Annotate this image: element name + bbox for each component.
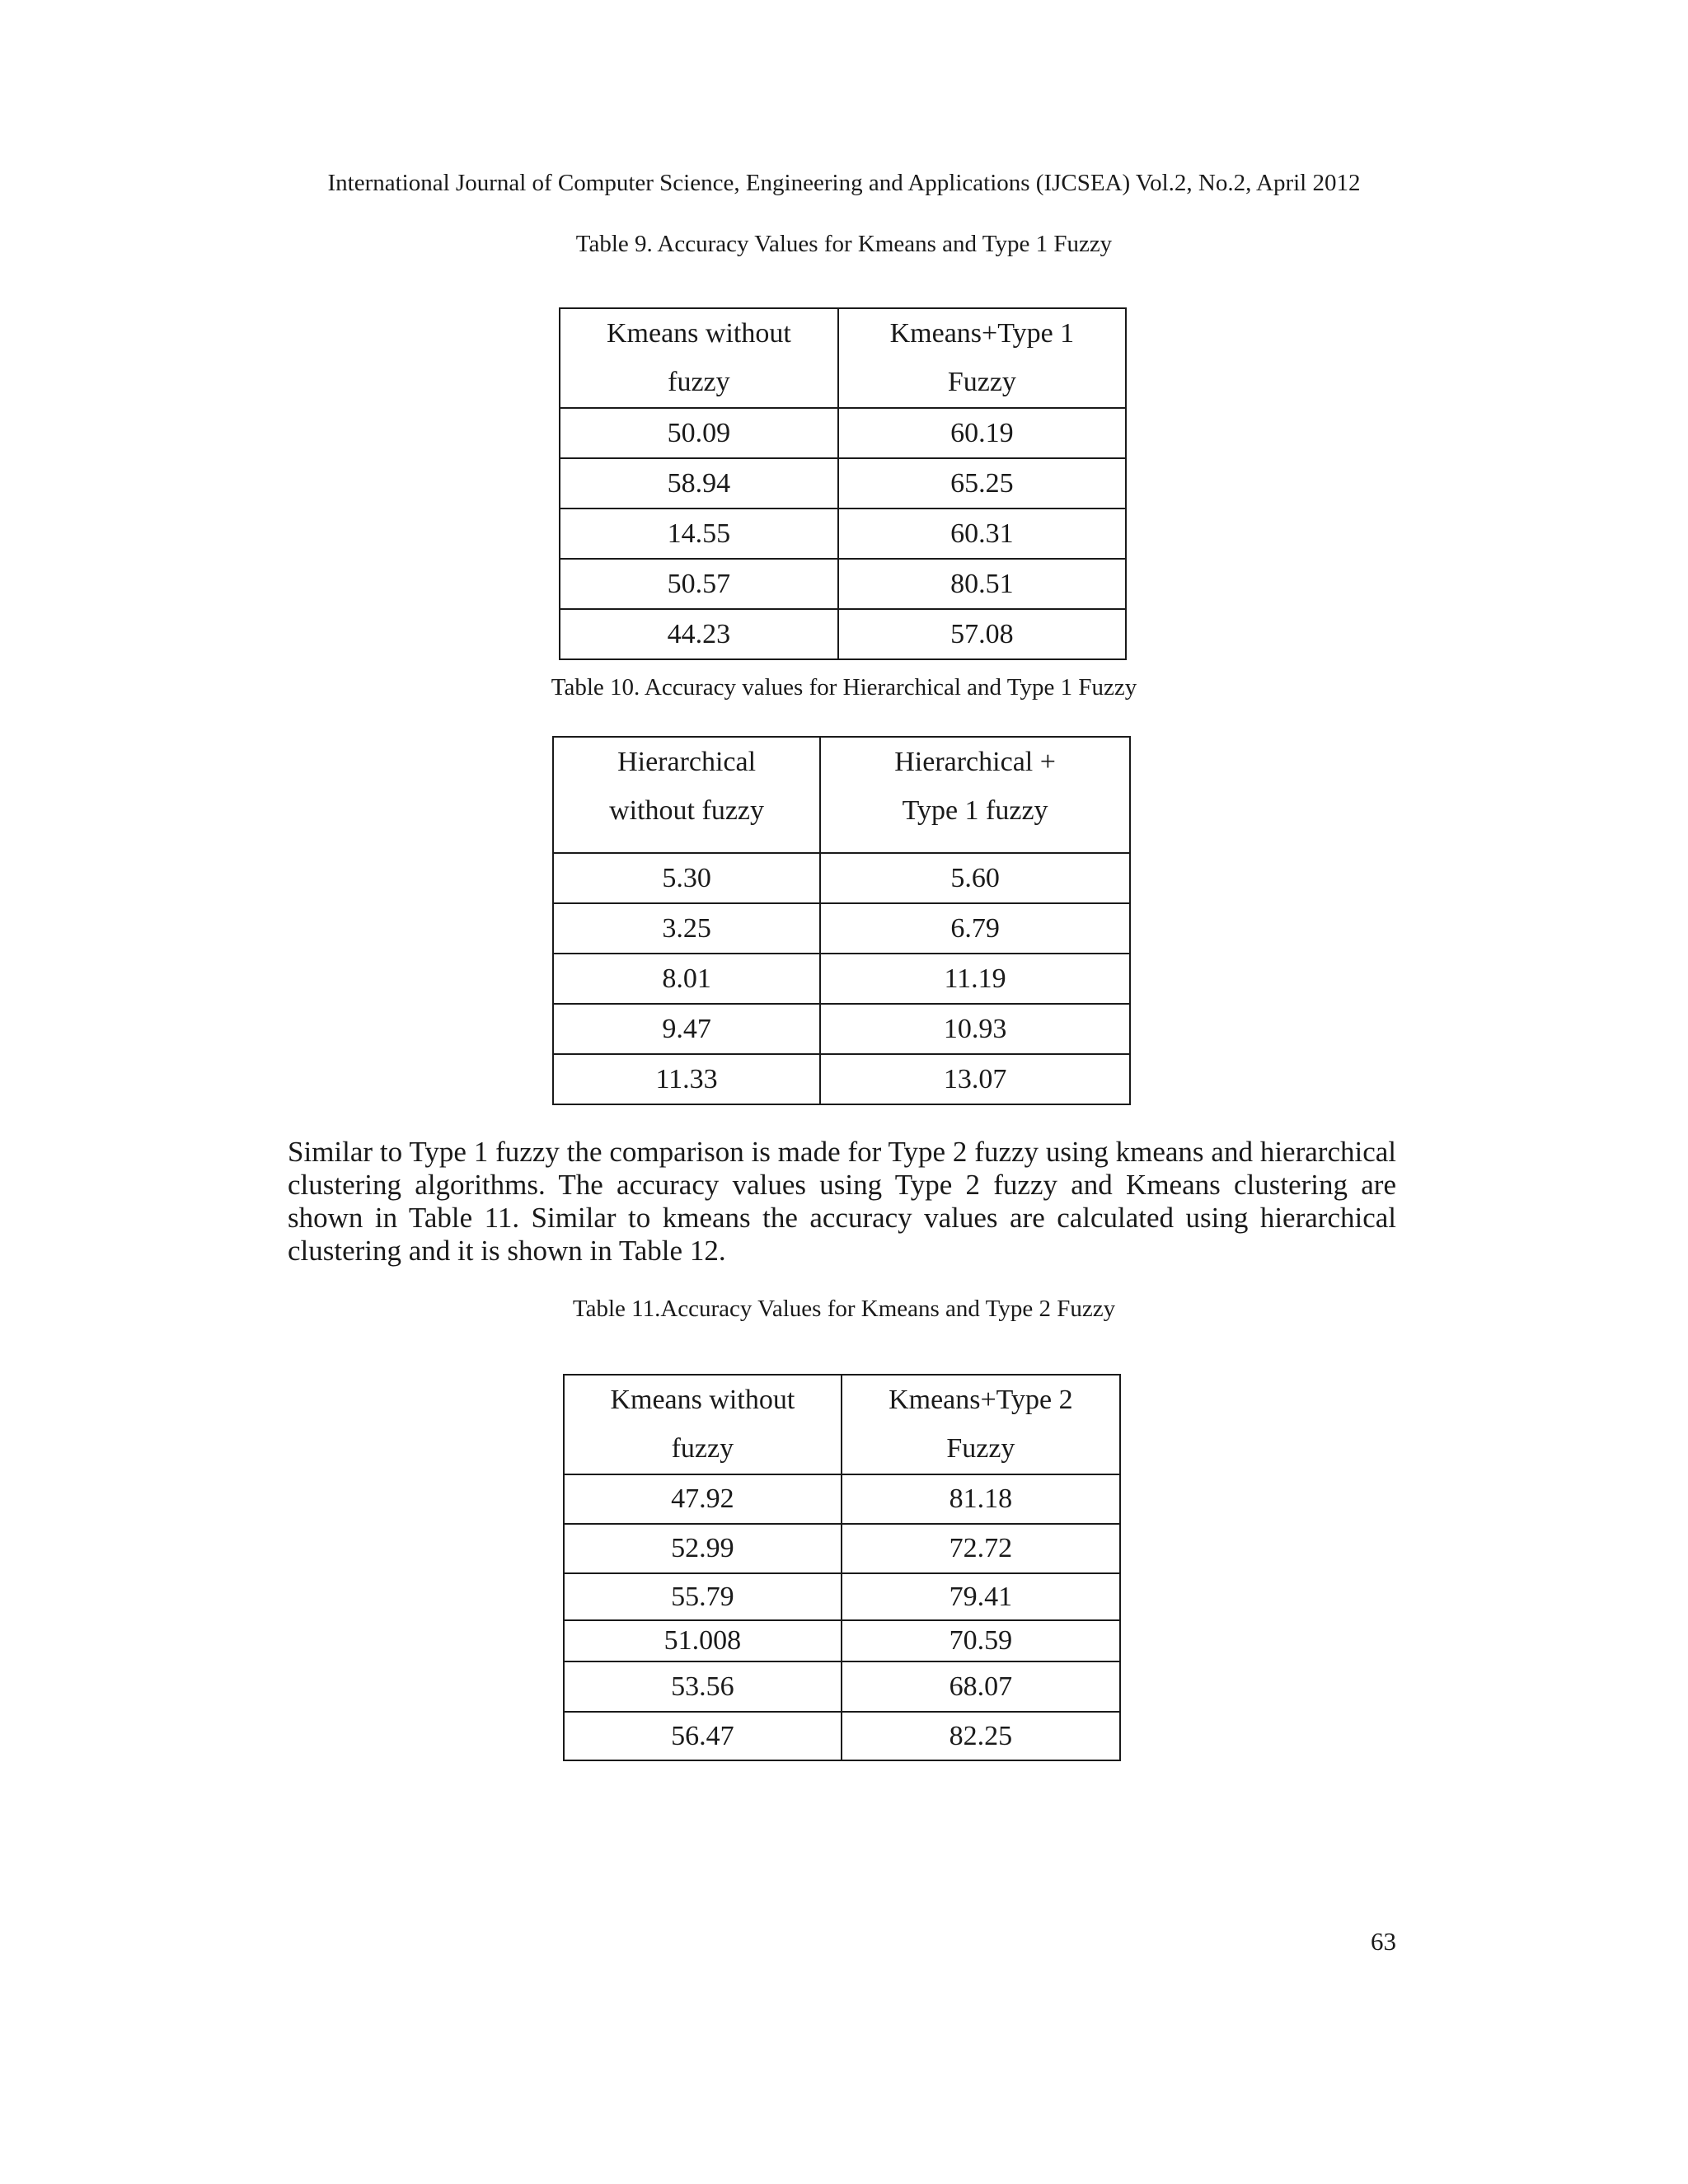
table-row [560,609,1126,659]
table10-header-cell [820,737,1130,853]
table9-header-line: Kmeans+Type 1 [889,318,1075,349]
table9-caption: Table 9. Accuracy Values for Kmeans and Type 1 Fuzzy [575,231,1113,257]
table11-header-line: Kmeans without [610,1385,795,1415]
table-row [560,408,1126,458]
table-row [553,853,1130,903]
table-row [564,1474,1120,1524]
table11-header-line: Fuzzy [946,1433,1015,1464]
table11-header-row [564,1375,1120,1474]
table-cell: 10.93 [820,1004,1130,1054]
table-cell: 60.19 [838,408,1126,458]
table-cell: 52.99 [564,1524,842,1573]
table9-header-line: fuzzy [668,367,730,397]
table10-header-line: Hierarchical [617,747,757,777]
table10 [552,736,1131,1105]
table-cell: 60.31 [838,509,1126,559]
table-cell: 72.72 [842,1524,1120,1573]
table11-header-cell [564,1375,842,1474]
table9-header-cell [838,308,1126,408]
table9 [559,307,1127,660]
table-cell: 68.07 [842,1661,1120,1712]
table-cell: 50.57 [560,559,838,609]
table-cell: 80.51 [838,559,1126,609]
table11-header-line: Kmeans+Type 2 [889,1385,1073,1415]
table-row [564,1661,1120,1712]
table9-header-line: Kmeans without [606,318,791,349]
table-cell: 51.008 [564,1620,842,1661]
table-cell: 3.25 [553,903,820,954]
table11 [563,1374,1121,1761]
table-cell: 58.94 [560,458,838,509]
table10-header-row [553,737,1130,853]
table10-caption: Table 10. Accuracy values for Hierarchical and Type 1 Fuzzy [551,674,1137,701]
table-cell: 44.23 [560,609,838,659]
table11-header-cell [842,1375,1120,1474]
table-row [553,1054,1130,1104]
table9-header-line: Fuzzy [947,367,1016,397]
body-paragraph: Similar to Type 1 fuzzy the comparison is made for Type 2 fuzzy using kmeans and hierarchical clustering algorithms. The accuracy values using Type 2 fuzzy and Kmeans clustering are shown in Table 11. Similar to kmeans the accuracy values are calculated using hierarchical clustering and it is shown in Table 12. [288,1136,1396,1267]
page-number: 63 [1371,1927,1396,1956]
table11-header-line: fuzzy [671,1433,734,1464]
table-cell: 11.33 [553,1054,820,1104]
table11-caption: Table 11.Accuracy Values for Kmeans and Type 2 Fuzzy [572,1296,1116,1322]
table-cell: 5.30 [553,853,820,903]
table10-header-line: without fuzzy [609,795,765,826]
table-row [564,1524,1120,1573]
table-cell: 65.25 [838,458,1126,509]
table10-header-line: Type 1 fuzzy [902,795,1048,826]
table-cell: 11.19 [820,954,1130,1004]
table-cell: 8.01 [553,954,820,1004]
table-row [564,1573,1120,1620]
table-cell: 6.79 [820,903,1130,954]
table-cell: 57.08 [838,609,1126,659]
table-row [560,458,1126,509]
table-row [553,903,1130,954]
table-cell: 9.47 [553,1004,820,1054]
table10-header-cell [553,737,820,853]
table-row [564,1620,1120,1661]
journal-header: International Journal of Computer Science, Engineering and Applications (IJCSEA) Vol.2, No.2, April 2012 [327,170,1361,196]
table-cell: 55.79 [564,1573,842,1620]
table-cell: 81.18 [842,1474,1120,1524]
table-cell: 82.25 [842,1712,1120,1760]
table-cell: 50.09 [560,408,838,458]
table-row [560,509,1126,559]
table-cell: 53.56 [564,1661,842,1712]
table-cell: 14.55 [560,509,838,559]
table-cell: 79.41 [842,1573,1120,1620]
table-cell: 5.60 [820,853,1130,903]
table9-header-row [560,308,1126,408]
table-cell: 13.07 [820,1054,1130,1104]
table10-header-line: Hierarchical + [894,747,1056,777]
table-row [564,1712,1120,1760]
table-row [553,954,1130,1004]
table-cell: 56.47 [564,1712,842,1760]
table-row [553,1004,1130,1054]
table-cell: 47.92 [564,1474,842,1524]
table-row [560,559,1126,609]
table9-header-cell [560,308,838,408]
table-cell: 70.59 [842,1620,1120,1661]
